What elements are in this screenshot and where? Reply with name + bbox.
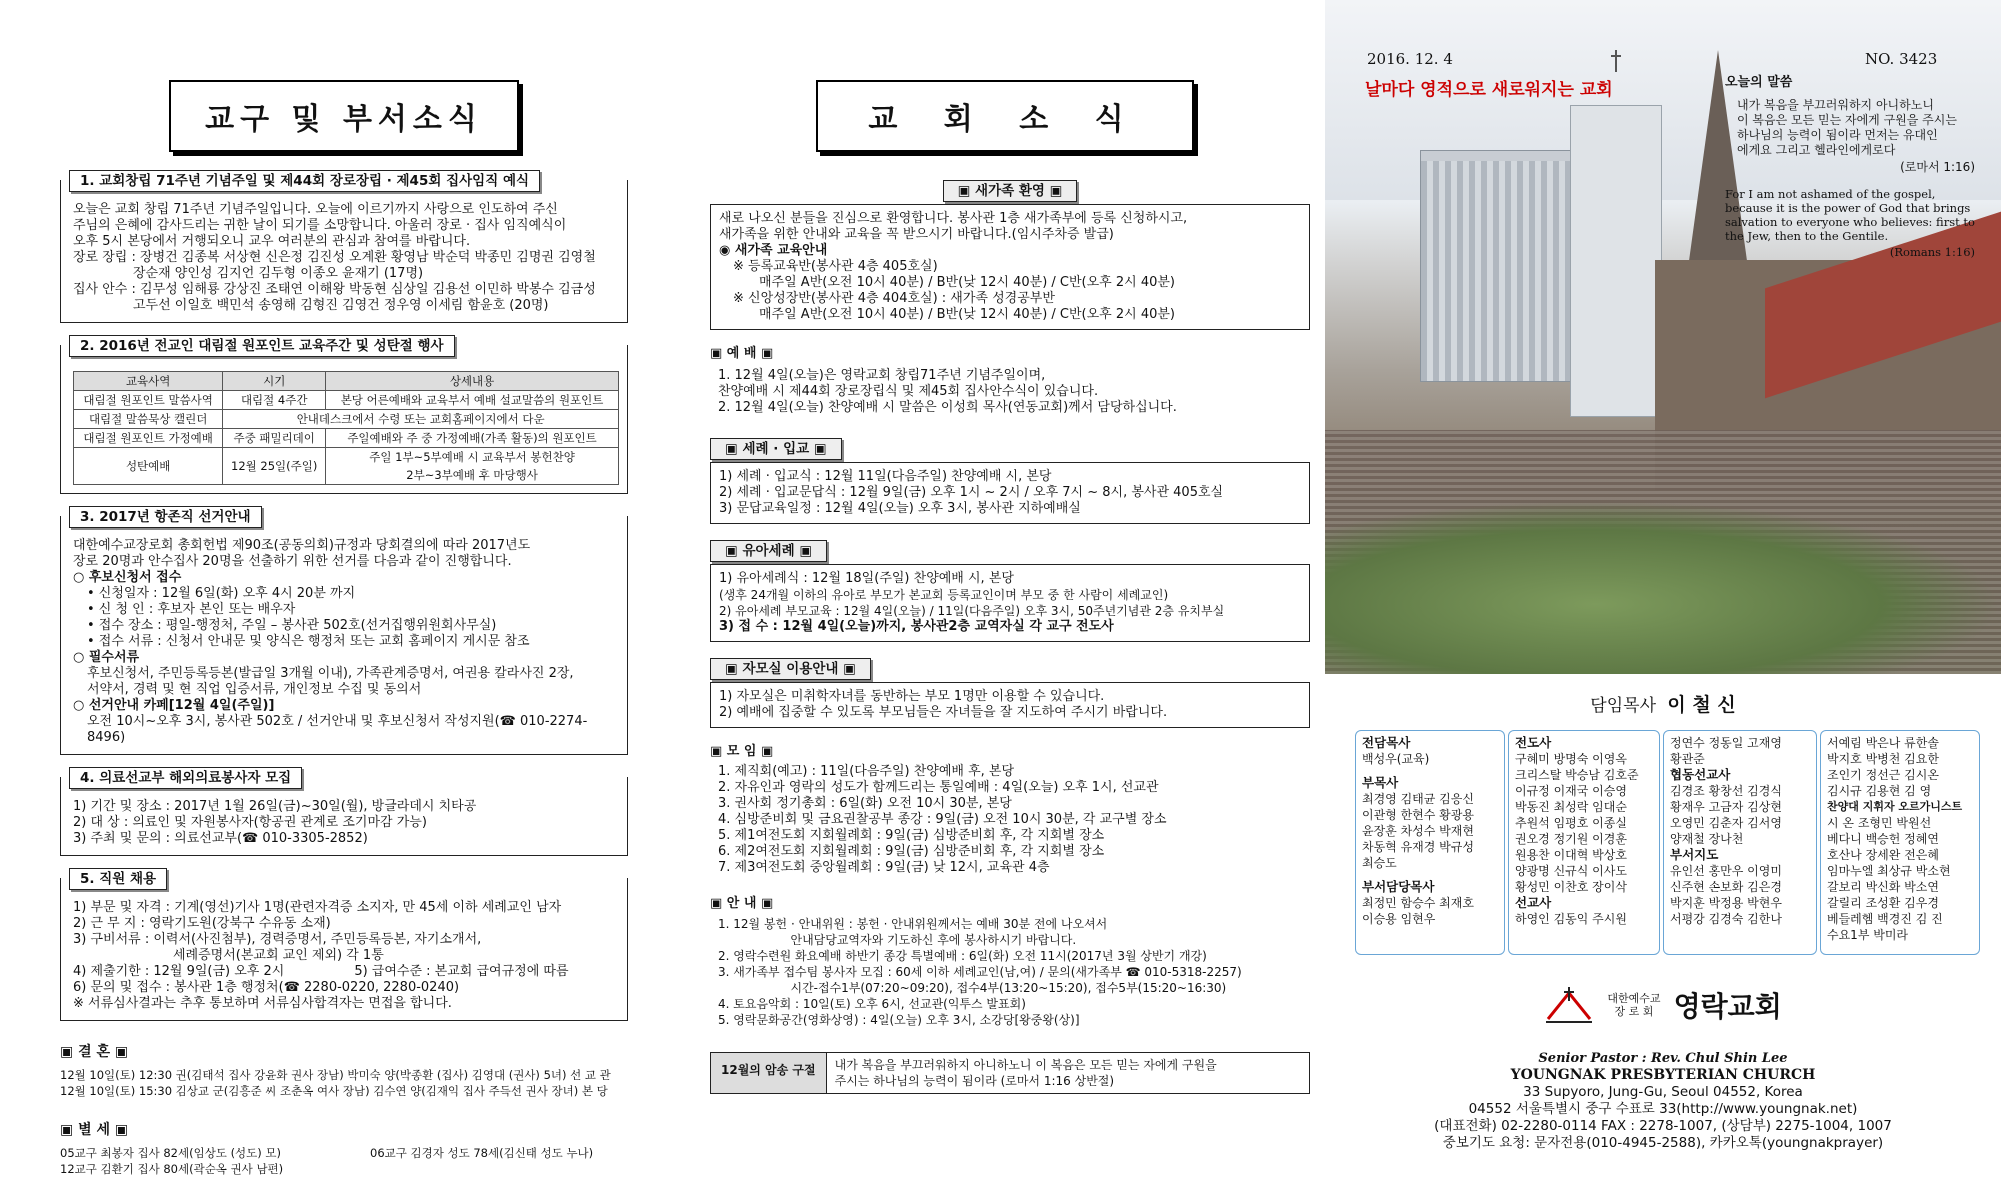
table-header: 교육사역 bbox=[74, 372, 223, 391]
verse-line: 에게요 그리고 헬라인에게로다 bbox=[1737, 143, 1896, 157]
denomination-line: 대한예수교 bbox=[1607, 992, 1661, 1005]
list-item: • 신청일자 : 12월 6일(화) 오후 4시 20분 까지 bbox=[87, 586, 356, 601]
issue-number: NO. 3423 bbox=[1865, 50, 1938, 68]
staff-names: 최경영 김태균 김응신 bbox=[1362, 792, 1474, 806]
elders-list: 장병건 김종복 서상현 신은정 김진성 오계환 황영남 박순덕 박종민 김명권 김영철 bbox=[140, 250, 596, 265]
paragraph-line: 오후 5시 본당에서 거행되오니 교우 여러분의 관심과 참여를 바랍니다. bbox=[73, 234, 471, 249]
list-item: 12월 10일(토) 12:30 권(김태석 집사 강윤화 권사 장남) 박미숙 양(박종환 (집사) 김영대 (권사) 5녀) 선 교 관 bbox=[60, 1068, 611, 1082]
sub-heading: ○ 필수서류 bbox=[73, 650, 140, 665]
bulletin-date: 2016. 12. 4 bbox=[1367, 50, 1453, 68]
list-item: ※ 신앙성장반(봉사관 4층 404호실) : 새가족 성경공부반 bbox=[733, 291, 1055, 306]
staff-names: 최정민 함승수 최재호 bbox=[1362, 896, 1474, 910]
list-item: 5) 급여수준 : 본교회 급여규정에 따름 bbox=[354, 964, 569, 979]
list-item: 3) 접 수 : 12월 4일(오늘)까지, 봉사관2층 교역자실 각 교구 전도사 bbox=[719, 619, 1114, 634]
staff-names: 권오경 정기원 이경훈 bbox=[1515, 832, 1627, 846]
elders-label: 장로 장립 : bbox=[73, 250, 141, 265]
staff-names: 서예림 박은나 류한솔 bbox=[1827, 736, 1939, 750]
staff-names: 백성우(교육) bbox=[1362, 752, 1430, 766]
section-anniversary bbox=[60, 173, 628, 323]
staff-names: 추원석 임평호 이종실 bbox=[1515, 816, 1627, 830]
section-recruit bbox=[60, 871, 628, 1021]
church-motto: 날마다 영적으로 새로워지는 교회 bbox=[1365, 80, 1613, 100]
wedding-title: ▣ 결 혼 ▣ bbox=[60, 1044, 129, 1060]
contact-info bbox=[1325, 1050, 2001, 1152]
paragraph-line: 주님의 은혜에 감사드리는 귀한 날이 되기를 소망합니다. 아울러 장로 · 집사 임직예식이 bbox=[73, 218, 567, 233]
list-item: 2) 세례 · 입교문답식 : 12월 9일(금) 오후 1시 ~ 2시 / 오후 7시 ~ 8시, 봉사관 405호실 bbox=[719, 485, 1224, 500]
list-item: 시간-접수1부(07:20~09:20), 접수4부(13:20~15:20), 접수5부(15:20~16:30) bbox=[718, 981, 1227, 995]
staff-names: 베들레헴 백경진 김 진 bbox=[1827, 912, 1943, 926]
notice-section bbox=[710, 896, 1310, 1032]
tree-shape bbox=[1325, 500, 2001, 674]
prayer-request: 중보기도 요청: 문자전용(010-4945-2588), 카카오톡(youngnakprayer) bbox=[1442, 1135, 1884, 1151]
paragraph-line: 새가족을 위한 안내와 교육을 꼭 받으시기 바랍니다.(임시주차증 발급) bbox=[719, 227, 1114, 242]
list-item: 06교구 김경자 성도 78세(김신태 성도 누나) bbox=[370, 1146, 594, 1160]
church-name: 영락교회 bbox=[1673, 990, 1782, 1023]
list-item: 3) 구비서류 : 이력서(사진첨부), 경력증명서, 주민등록등본, 자기소개서, bbox=[73, 932, 482, 947]
staff-names: 호산나 장세완 전은혜 bbox=[1827, 848, 1939, 862]
staff-names: 박동진 최성락 임대순 bbox=[1515, 800, 1627, 814]
verse-line: 내가 복음을 부끄러워하지 아니하노니 bbox=[1737, 98, 1934, 112]
staff-box bbox=[1508, 730, 1660, 955]
table-row: 2부~3부예배 후 마당행사 bbox=[74, 466, 619, 485]
list-item: 2. 영락수련원 화요예배 하반기 종강 특별예배 : 6일(화) 오전 11시(2017년 3월 상반기 개강) bbox=[718, 949, 1207, 963]
obituary-title: ▣ 별 세 ▣ bbox=[60, 1122, 129, 1138]
staff-names: 구혜미 방명숙 이영옥 bbox=[1515, 752, 1627, 766]
list-item: • 신 청 인 : 후보자 본인 또는 배우자 bbox=[87, 602, 296, 617]
list-item: 1) 자모실은 미취학자녀를 동반하는 부모 1명만 이용할 수 있습니다. bbox=[719, 689, 1105, 704]
list-item: 6) 문의 및 접수 : 봉사관 1층 행정처(☎ 2280-0220, 2280-0240) bbox=[73, 980, 460, 995]
section-title: ▣ 예 배 ▣ bbox=[710, 346, 774, 361]
list-item: 찬양예배 시 제44회 장로장립식 및 제45회 집사안수식이 있습니다. bbox=[718, 384, 1099, 399]
list-item: 후보신청서, 주민등록등본(발급일 3개월 이내), 가족관계증명서, 여권용 칼라사진 2장, bbox=[87, 666, 574, 681]
list-item: 3. 권사회 정기총회 : 6일(화) 오전 10시 30분, 본당 bbox=[718, 796, 1012, 811]
section-election bbox=[60, 509, 628, 755]
list-item: 1. 제직회(예고) : 11일(다음주일) 찬양예배 후, 본당 bbox=[718, 764, 1015, 779]
staff-names: 조인기 정선근 김시온 bbox=[1827, 768, 1939, 782]
staff-group-title: 찬양대 지휘자 오르가니스트 bbox=[1827, 800, 1963, 813]
staff-names: 이규정 이재국 이승영 bbox=[1515, 784, 1627, 798]
section-title: ▣ 모 임 ▣ bbox=[710, 744, 774, 759]
list-item: 2) 근 무 지 : 영락기도원(강북구 수유동 소재) bbox=[73, 916, 331, 931]
staff-names: 신주현 손보화 김은경 bbox=[1670, 880, 1782, 894]
list-item: ※ 등록교육반(봉사관 4층 405호실) bbox=[733, 259, 938, 274]
advent-table bbox=[73, 371, 619, 485]
sub-heading: ○ 선거안내 카페[12월 4일(주일)] bbox=[73, 698, 275, 713]
senior-pastor bbox=[1325, 690, 2001, 717]
meetings-section bbox=[710, 744, 1310, 880]
staff-names: 원용찬 이대혁 박상호 bbox=[1515, 848, 1627, 862]
verse-reference: (Romans 1:16) bbox=[1889, 245, 1975, 259]
section-advent bbox=[60, 338, 628, 494]
verse-line: salvation to everyone who believes: first to bbox=[1725, 215, 1975, 229]
section-title: ▣ 자모실 이용안내 ▣ bbox=[710, 658, 871, 680]
list-item: 6. 제2여전도회 지회월례회 : 9일(금) 심방준비회 후, 각 지회별 장소 bbox=[718, 844, 1105, 859]
staff-names: 갈릴리 조성환 김우경 bbox=[1827, 896, 1939, 910]
verse-line: 하나님의 능력이 됨이라 먼저는 유대인 bbox=[1737, 128, 1938, 142]
middle-column bbox=[690, 0, 1320, 1094]
staff-names: 김시규 김용현 김 영 bbox=[1827, 784, 1932, 798]
table-header: 상세내용 bbox=[326, 372, 619, 391]
list-item: 4) 제출기한 : 12월 9일(금) 오후 2시 bbox=[73, 964, 285, 979]
paragraph-line: 새로 나오신 분들을 진심으로 환영합니다. 봉사관 1층 새가족부에 등록 신청하시고, bbox=[719, 211, 1188, 226]
left-column bbox=[0, 0, 650, 1177]
list-item: 12월 10일(토) 15:30 김상교 군(김흥준 씨 조춘옥 여사 장남) 김수연 양(김재익 집사 주득선 권사 장녀) 본 당 bbox=[60, 1084, 608, 1098]
section-title: 1. 교회창립 71주년 기념주일 및 제44회 장로장립 · 제45회 집사임직 예식 bbox=[69, 170, 540, 192]
section-title: 2. 2016년 전교인 대림절 원포인트 교육주간 및 성탄절 행사 bbox=[69, 335, 455, 357]
section-title: 5. 직원 채용 bbox=[69, 868, 167, 890]
staff-names: 갈보리 박신화 박소연 bbox=[1827, 880, 1939, 894]
list-item: 1. 12월 봉헌 · 안내위원 : 봉헌 · 안내위원께서는 예배 30분 전에 나오셔서 bbox=[718, 917, 1108, 931]
staff-names: 윤장훈 차성수 박재현 bbox=[1362, 824, 1474, 838]
wedding-list bbox=[60, 1067, 628, 1099]
list-item: 서약서, 경력 및 현 직업 입증서류, 개인정보 수집 및 동의서 bbox=[87, 682, 422, 697]
list-item: 7. 제3여전도회 중앙월례회 : 9일(금) 낮 12시, 교육관 4층 bbox=[718, 860, 1050, 875]
table-row: 대림절 원포인트 가정예배 주중 패밀리데이 주일예배와 주 중 가정예배(가족 활동)의 원포인트 bbox=[74, 429, 619, 448]
list-item: 2) 유아세례 부모교육 : 12월 4일(오늘) / 11일(다음주일) 오후 3시, 50주년기념관 2층 유치부실 bbox=[719, 604, 1225, 618]
staff-names: 유인선 홍만우 이영미 bbox=[1670, 864, 1782, 878]
staff-names: 베다니 백승헌 정혜연 bbox=[1827, 832, 1939, 846]
church-logo-icon bbox=[1544, 985, 1594, 1025]
todays-verse bbox=[1725, 75, 1975, 259]
verse-line: 이 복음은 모든 믿는 자에게 구원을 주시는 bbox=[1737, 113, 1957, 127]
staff-box bbox=[1355, 730, 1505, 955]
list-item: 12교구 김환기 집사 80세(곽순옥 권사 남편) bbox=[60, 1162, 284, 1176]
monthly-verse-label: 12월의 암송 구절 bbox=[711, 1053, 827, 1093]
staff-directory bbox=[1355, 730, 1985, 955]
section-title: ▣ 안 내 ▣ bbox=[710, 896, 774, 911]
list-item: 세례증명서(본교회 교인 제외) 각 1통 bbox=[173, 948, 384, 963]
worship-section bbox=[710, 346, 1310, 422]
monthly-verse bbox=[710, 1052, 1310, 1094]
list-item: 4. 토요음악회 : 10일(토) 오후 6시, 선교관(익투스 발표회) bbox=[718, 997, 1026, 1011]
staff-names: 하영인 김동익 주시원 bbox=[1515, 912, 1627, 926]
left-page-heading: 교구 및 부서소식 bbox=[169, 80, 519, 152]
list-item: 안내담당교역자와 기도하신 후에 봉사하시기 바랍니다. bbox=[718, 933, 1077, 947]
right-column bbox=[1325, 0, 2001, 1192]
list-item: • 접수 서류 : 신청서 안내문 및 양식은 행정처 또는 교회 홈페이지 게시문 참조 bbox=[87, 634, 530, 649]
senior-pastor-en: Senior Pastor : Rev. Chul Shin Lee bbox=[1538, 1051, 1788, 1066]
list-item: 매주일 A반(오전 10시 40분) / B반(낮 12시 40분) / C반(오후 2시 40분) bbox=[759, 307, 1176, 322]
staff-names: 차동혁 유재경 박규성 bbox=[1362, 840, 1474, 854]
list-item: 2) 대 상 : 의료인 및 자원봉사자(항공권 관계로 조기마감 가능) bbox=[73, 815, 427, 830]
list-item: 3. 새가족부 접수팀 봉사자 모집 : 60세 이하 세례교인(남,여) / 문의(새가족부 ☎ 010-5318-2257) bbox=[718, 965, 1242, 979]
list-item: 4. 심방준비회 및 금요권찰공부 종강 : 9일(금) 오전 10시 30분, 각 교구별 장소 bbox=[718, 812, 1167, 827]
staff-group-title: 부서담당목사 bbox=[1362, 879, 1435, 894]
staff-group-title: 부서지도 bbox=[1670, 847, 1719, 862]
list-item: • 접수 장소 : 평일-행정처, 주일 – 봉사관 502호(선거집행위원회사무실) bbox=[87, 618, 497, 633]
verse-line: the Jew, then to the Gentile. bbox=[1725, 229, 1889, 243]
list-item: 매주일 A반(오전 10시 40분) / B반(낮 12시 40분) / C반(오후 2시 40분) bbox=[759, 275, 1176, 290]
staff-group-title: 전담목사 bbox=[1362, 735, 1411, 750]
staff-names: 수요1부 박미라 bbox=[1827, 928, 1909, 942]
deacons-label: 집사 안수 : bbox=[73, 282, 141, 297]
table-row: 성탄예배 12월 25일(주일) 주일 1부~5부예배 시 교육부서 봉헌찬양 bbox=[74, 448, 619, 467]
staff-names: 황관준 bbox=[1670, 752, 1705, 766]
list-item: 1) 기간 및 장소 : 2017년 1월 26일(금)~30일(월), 방글라데시 치타공 bbox=[73, 799, 477, 814]
staff-names: 황성민 이찬호 장이삭 bbox=[1515, 880, 1627, 894]
address-en: 33 Supyoro, Jung-Gu, Seoul 04552, Korea bbox=[1523, 1084, 1803, 1100]
staff-group-title: 전도사 bbox=[1515, 735, 1552, 750]
welcome-section bbox=[710, 180, 1310, 330]
verse-line: For I am not ashamed of the gospel, bbox=[1725, 187, 1936, 201]
section-title: ▣ 새가족 환영 ▣ bbox=[943, 180, 1078, 202]
paragraph-line: 대한예수교장로회 총회헌법 제90조(공동의회)규정과 당회결의에 따라 2017년도 bbox=[73, 538, 531, 553]
list-item: 3) 주최 및 문의 : 의료선교부(☎ 010-3305-2852) bbox=[73, 831, 368, 846]
staff-names: 이승용 임현우 bbox=[1362, 912, 1436, 926]
list-item: 1) 부문 및 자격 : 기계(영선)기사 1명(관련자격증 소지자, 만 45세 이하 세례교인 남자 bbox=[73, 900, 562, 915]
staff-names: 양재철 장나천 bbox=[1670, 832, 1744, 846]
section-title: ▣ 세례 · 입교 ▣ bbox=[710, 438, 842, 460]
paragraph-line: 장로 20명과 안수집사 20명을 선출하기 위한 선거를 다음과 같이 진행합니다. bbox=[73, 554, 512, 569]
paragraph-line: 오늘은 교회 창립 71주년 기념주일입니다. 오늘에 이르기까지 사랑으로 인도하여 주신 bbox=[73, 202, 558, 217]
verse-heading: 오늘의 말씀 bbox=[1725, 75, 1793, 90]
list-item: 05교구 최봉자 집사 82세(임상도 (성도) 모) bbox=[60, 1146, 282, 1160]
staff-names: 시 온 조형민 박원선 bbox=[1827, 816, 1932, 830]
staff-box bbox=[1820, 730, 1980, 955]
list-item: 2. 12월 4일(오늘) 찬양예배 시 말씀은 이성희 목사(연동교회)께서 담당하십니다. bbox=[718, 400, 1177, 415]
note: ※ 서류심사결과는 추후 통보하며 서류심사합격자는 면접을 합니다. bbox=[73, 996, 452, 1011]
staff-names: 박지호 박병천 김요한 bbox=[1827, 752, 1939, 766]
list-item: 1) 유아세례식 : 12월 18일(주일) 찬양예배 시, 본당 bbox=[719, 571, 1014, 586]
staff-box bbox=[1663, 730, 1817, 955]
table-row: 대림절 원포인트 말씀사역 대림절 4주간 본당 어른예배와 교육부서 예배 설교말씀의 원포인트 bbox=[74, 391, 619, 410]
sub-heading: ○ 후보신청서 접수 bbox=[73, 570, 182, 585]
elders-list: 장순재 양인성 김지언 김두형 이종오 윤재기 (17명) bbox=[133, 266, 424, 281]
nursing-room-section bbox=[710, 658, 1310, 728]
list-item: (생후 24개월 이하의 유아로 부모가 본교회 등록교인이며 부모 중 한 사람이 세례교인) bbox=[719, 588, 1169, 602]
verse-reference: (로마서 1:16) bbox=[1900, 160, 1975, 174]
deacons-list: 고두선 이일호 백민석 송영해 김형진 김영건 정우영 이세림 함윤호 (20명) bbox=[133, 298, 549, 313]
staff-names: 김경조 황창선 김경식 bbox=[1670, 784, 1782, 798]
list-item: 1) 세례 · 입교식 : 12월 11일(다음주일) 찬양예배 시, 본당 bbox=[719, 469, 1052, 484]
denomination-line: 장 로 회 bbox=[1614, 1005, 1654, 1018]
staff-names: 임마누엘 최상규 박소현 bbox=[1827, 864, 1951, 878]
list-item: 2) 예배에 집중할 수 있도록 부모님들은 자녀들을 잘 지도하여 주시기 바랍니다. bbox=[719, 705, 1168, 720]
section-title: ▣ 유아세례 ▣ bbox=[710, 540, 827, 562]
staff-names: 오영민 김춘자 김서영 bbox=[1670, 816, 1782, 830]
verse-line: 주시는 하나님의 능력이 됨이라 (로마서 1:16 상반절) bbox=[834, 1074, 1115, 1088]
staff-names: 이관형 한현수 황광용 bbox=[1362, 808, 1474, 822]
section-title: 4. 의료선교부 해외의료봉사자 모집 bbox=[69, 767, 302, 789]
verse-line: because it is the power of God that brings bbox=[1725, 201, 1971, 215]
table-row: 대림절 말씀묵상 캘린더 안내데스크에서 수령 또는 교회홈페이지에서 다운 bbox=[74, 410, 619, 429]
staff-names: 양광명 신규식 이사도 bbox=[1515, 864, 1627, 878]
list-item: 5. 영락문화공간(영화상영) : 4일(오늘) 오후 3시, 소강당[왕중왕(상)] bbox=[718, 1013, 1080, 1027]
staff-names: 최승도 bbox=[1362, 856, 1397, 870]
staff-names: 크리스탈 박승남 김호준 bbox=[1515, 768, 1639, 782]
staff-names: 박지훈 박정용 박현우 bbox=[1670, 896, 1782, 910]
staff-names: 서평강 김경숙 김한나 bbox=[1670, 912, 1782, 926]
staff-names: 정연수 정동일 고재영 bbox=[1670, 736, 1782, 750]
staff-group-title: 부목사 bbox=[1362, 775, 1399, 790]
list-item: 1. 12월 4일(오늘)은 영락교회 창립71주년 기념주일이며, bbox=[718, 368, 1046, 383]
obituary-list bbox=[60, 1145, 628, 1177]
mid-page-heading: 교 회 소 식 bbox=[816, 80, 1193, 152]
verse-line: 내가 복음을 부끄러워하지 아니하노니 이 복음은 모든 믿는 자에게 구원을 bbox=[834, 1058, 1217, 1072]
phone-numbers: (대표전화) 02-2280-0114 FAX : 2278-1007, (상담부) 2275-1004, 1007 bbox=[1434, 1118, 1892, 1134]
infant-baptism-section bbox=[710, 540, 1310, 642]
pastor-label: 담임목사 bbox=[1590, 696, 1656, 716]
staff-group-title: 협동선교사 bbox=[1670, 767, 1731, 782]
list-item: 2. 자유인과 영락의 성도가 함께드리는 통일예배 : 4일(오늘) 오후 1시, 선교관 bbox=[718, 780, 1159, 795]
baptism-section bbox=[710, 438, 1310, 524]
section-medical-mission bbox=[60, 770, 628, 856]
list-item: 5. 제1여전도회 지회월례회 : 9일(금) 심방준비회 후, 각 지회별 장소 bbox=[718, 828, 1105, 843]
staff-names: 황재우 고금자 김상현 bbox=[1670, 800, 1782, 814]
church-name-en: YOUNGNAK PRESBYTERIAN CHURCH bbox=[1510, 1067, 1816, 1083]
table-header: 시기 bbox=[223, 372, 326, 391]
sub-heading: ◉ 새가족 교육안내 bbox=[719, 243, 828, 258]
list-item: 오전 10시~오후 3시, 봉사관 502호 / 선거안내 및 후보신청서 작성지원(☎ 010-2274-8496) bbox=[87, 714, 588, 745]
section-title: 3. 2017년 항존직 선거안내 bbox=[69, 506, 262, 528]
staff-group-title: 선교사 bbox=[1515, 895, 1552, 910]
deacons-list: 김무성 임해룡 강상진 조태연 이해왕 박동현 심상일 김용선 이민하 박봉수 김금성 bbox=[140, 282, 596, 297]
church-logo bbox=[1325, 985, 2001, 1025]
pastor-name: 이 철 신 bbox=[1667, 694, 1736, 716]
list-item: 3) 문답교육일정 : 12월 4일(오늘) 오후 3시, 봉사관 지하예배실 bbox=[719, 501, 1081, 516]
address-ko: 04552 서울특별시 중구 수표로 33(http://www.youngnak.net) bbox=[1468, 1101, 1858, 1117]
